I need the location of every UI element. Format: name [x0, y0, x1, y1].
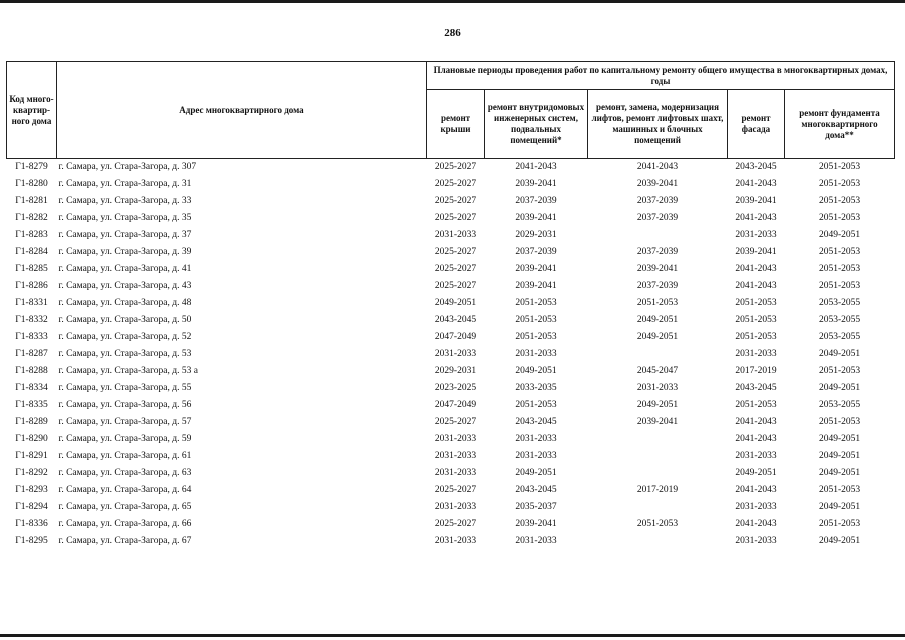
cell-address: г. Самара, ул. Стара-Загора, д. 61: [58, 451, 192, 461]
cell-address: г. Самара, ул. Стара-Загора, д. 66: [58, 519, 192, 529]
cell-facade: 2017-2019: [735, 366, 777, 376]
table-row: [7, 193, 895, 210]
cell-code: Г1-8332: [15, 315, 48, 325]
cell-elevators: 2031-2033: [636, 383, 679, 393]
cell-elevators: 2049-2051: [636, 400, 679, 410]
cell-address: г. Самара, ул. Стара-Загора, д. 59: [58, 434, 192, 444]
top-border-rule: [0, 0, 905, 3]
cell-elevators: 2049-2051: [636, 332, 679, 342]
cell-code: Г1-8295: [15, 536, 48, 546]
cell-foundation: 2051-2053: [818, 519, 861, 529]
cell-code: Г1-8279: [15, 162, 48, 172]
cell-code: Г1-8285: [15, 264, 48, 274]
table-row: [7, 482, 895, 499]
cell-foundation: 2051-2053: [818, 366, 861, 376]
cell-facade: 2041-2043: [735, 213, 777, 223]
cell-address: г. Самара, ул. Стара-Загора, д. 35: [58, 213, 192, 223]
cell-engineering: 2035-2037: [515, 502, 557, 512]
cell-elevators: [588, 346, 728, 363]
cell-roof: 2025-2027: [434, 519, 477, 529]
cell-address: г. Самара, ул. Стара-Загора, д. 33: [58, 196, 192, 206]
cell-engineering: 2037-2039: [515, 196, 557, 206]
cell-address: г. Самара, ул. Стара-Загора, д. 37: [58, 230, 192, 240]
cell-code: Г1-8288: [15, 366, 48, 376]
cell-facade: 2041-2043: [735, 417, 777, 427]
cell-roof: 2031-2033: [434, 451, 477, 461]
cell-facade: 2041-2043: [735, 519, 777, 529]
cell-address: г. Самара, ул. Стара-Загора, д. 57: [58, 417, 192, 427]
cell-code: Г1-8292: [15, 468, 48, 478]
cell-roof: 2049-2051: [434, 298, 477, 308]
cell-address: г. Самара, ул. Стара-Загора, д. 50: [58, 315, 192, 325]
cell-facade: 2051-2053: [735, 400, 777, 410]
cell-foundation: 2049-2051: [818, 502, 861, 512]
cell-address: г. Самара, ул. Стара-Загора, д. 55: [58, 383, 192, 393]
cell-engineering: 2039-2041: [515, 264, 557, 274]
table-row: [7, 329, 895, 346]
cell-engineering: 2037-2039: [515, 247, 557, 257]
cell-code: Г1-8333: [15, 332, 48, 342]
table-row: [7, 176, 895, 193]
cell-engineering: 2031-2033: [515, 451, 557, 461]
cell-address: г. Самара, ул. Стара-Загора, д. 63: [58, 468, 192, 478]
cell-facade: 2041-2043: [735, 281, 777, 291]
cell-roof: 2025-2027: [434, 281, 477, 291]
cell-engineering: 2029-2031: [515, 230, 557, 240]
cell-engineering: 2041-2043: [515, 162, 557, 172]
cell-code: Г1-8331: [15, 298, 48, 308]
cell-roof: 2031-2033: [434, 230, 477, 240]
table-row: [7, 380, 895, 397]
cell-engineering: 2049-2051: [515, 366, 557, 376]
table-body: [7, 159, 895, 551]
cell-roof: 2025-2027: [434, 179, 477, 189]
cell-foundation: 2049-2051: [818, 230, 861, 240]
cell-code: Г1-8294: [15, 502, 48, 512]
cell-elevators: [588, 465, 728, 482]
cell-facade: 2031-2033: [735, 451, 777, 461]
cell-address: г. Самара, ул. Стара-Загора, д. 67: [58, 536, 192, 546]
cell-elevators: 2039-2041: [636, 417, 679, 427]
cell-facade: 2043-2045: [735, 162, 777, 172]
cell-elevators: [588, 533, 728, 550]
cell-roof: 2025-2027: [434, 417, 477, 427]
cell-foundation: 2053-2055: [818, 400, 861, 410]
table-row: [7, 465, 895, 482]
cell-facade: 2031-2033: [735, 536, 777, 546]
cell-address: г. Самара, ул. Стара-Загора, д. 64: [58, 485, 192, 495]
cell-roof: 2047-2049: [434, 400, 477, 410]
cell-roof: 2031-2033: [434, 349, 477, 359]
cell-foundation: 2051-2053: [818, 213, 861, 223]
cell-code: Г1-8284: [15, 247, 48, 257]
cell-elevators: 2037-2039: [636, 213, 679, 223]
cell-foundation: 2049-2051: [818, 451, 861, 461]
capital-repair-schedule-table: [6, 61, 895, 550]
header-roof: ремонт крыши: [427, 90, 485, 159]
cell-engineering: 2043-2045: [515, 485, 557, 495]
cell-elevators: 2051-2053: [636, 519, 679, 529]
table-row: [7, 499, 895, 516]
cell-roof: 2031-2033: [434, 434, 477, 444]
cell-code: Г1-8291: [15, 451, 48, 461]
page-number: 286: [444, 27, 461, 39]
cell-roof: 2025-2027: [434, 213, 477, 223]
cell-address: г. Самара, ул. Стара-Загора, д. 39: [58, 247, 192, 257]
cell-elevators: 2041-2043: [636, 162, 679, 172]
cell-foundation: 2051-2053: [818, 196, 861, 206]
cell-elevators: 2037-2039: [636, 247, 679, 257]
cell-foundation: 2051-2053: [818, 162, 861, 172]
cell-address: г. Самара, ул. Стара-Загора, д. 65: [58, 502, 192, 512]
cell-code: Г1-8290: [15, 434, 48, 444]
header-code: Код много-квартир-ного дома: [7, 62, 57, 159]
cell-engineering: 2051-2053: [515, 400, 557, 410]
cell-code: Г1-8293: [15, 485, 48, 495]
table-row: [7, 227, 895, 244]
cell-engineering: 2051-2053: [515, 315, 557, 325]
cell-code: Г1-8280: [15, 179, 48, 189]
cell-roof: 2031-2033: [434, 502, 477, 512]
cell-engineering: 2031-2033: [515, 434, 557, 444]
cell-elevators: 2039-2041: [636, 264, 679, 274]
cell-engineering: 2043-2045: [515, 417, 557, 427]
table-row: [7, 363, 895, 380]
cell-code: Г1-8336: [15, 519, 48, 529]
table-row: [7, 278, 895, 295]
cell-facade: 2051-2053: [735, 298, 777, 308]
cell-engineering: 2051-2053: [515, 332, 557, 342]
cell-roof: 2031-2033: [434, 468, 477, 478]
cell-foundation: 2051-2053: [818, 179, 861, 189]
cell-roof: 2043-2045: [434, 315, 477, 325]
cell-foundation: 2053-2055: [818, 332, 861, 342]
cell-facade: 2031-2033: [735, 502, 777, 512]
cell-code: Г1-8334: [15, 383, 48, 393]
table-row: [7, 414, 895, 431]
cell-roof: 2025-2027: [434, 264, 477, 274]
cell-roof: 2047-2049: [434, 332, 477, 342]
table-row: [7, 312, 895, 329]
cell-elevators: [588, 227, 728, 244]
table-row: [7, 397, 895, 414]
cell-engineering: 2039-2041: [515, 179, 557, 189]
cell-code: Г1-8289: [15, 417, 48, 427]
cell-engineering: 2039-2041: [515, 519, 557, 529]
cell-roof: 2025-2027: [434, 485, 477, 495]
cell-engineering: 2049-2051: [515, 468, 557, 478]
header-periods-group: Плановые периоды проведения работ по капитальному ремонту общего имущества в многоквартирных домах, годы: [427, 62, 895, 90]
cell-facade: 2043-2045: [735, 383, 777, 393]
cell-elevators: 2049-2051: [636, 315, 679, 325]
header-foundation: ремонт фундамента многоквартирного дома**: [785, 90, 895, 159]
table-row: [7, 516, 895, 533]
cell-foundation: 2049-2051: [818, 536, 861, 546]
cell-facade: 2051-2053: [735, 315, 777, 325]
cell-facade: 2041-2043: [735, 434, 777, 444]
table-row: [7, 210, 895, 227]
cell-code: Г1-8286: [15, 281, 48, 291]
table-row: [7, 346, 895, 363]
table-row: [7, 295, 895, 312]
cell-address: г. Самара, ул. Стара-Загора, д. 31: [58, 179, 192, 189]
cell-address: г. Самара, ул. Стара-Загора, д. 52: [58, 332, 192, 342]
cell-foundation: 2049-2051: [818, 383, 861, 393]
cell-elevators: [588, 431, 728, 448]
cell-engineering: 2039-2041: [515, 213, 557, 223]
cell-foundation: 2049-2051: [818, 434, 861, 444]
table-row: [7, 261, 895, 278]
cell-facade: 2041-2043: [735, 264, 777, 274]
cell-elevators: 2017-2019: [636, 485, 679, 495]
cell-foundation: 2051-2053: [818, 281, 861, 291]
bottom-border-rule: [0, 634, 905, 637]
cell-facade: 2041-2043: [735, 179, 777, 189]
cell-foundation: 2053-2055: [818, 315, 861, 325]
cell-elevators: [588, 499, 728, 516]
cell-engineering: 2031-2033: [515, 536, 557, 546]
cell-engineering: 2051-2053: [515, 298, 557, 308]
cell-roof: 2029-2031: [434, 366, 477, 376]
cell-elevators: 2039-2041: [636, 179, 679, 189]
header-facade: ремонт фасада: [728, 90, 785, 159]
table-row: [7, 159, 895, 177]
cell-address: г. Самара, ул. Стара-Загора, д. 56: [58, 400, 192, 410]
table-row: [7, 431, 895, 448]
cell-roof: 2025-2027: [434, 162, 477, 172]
cell-engineering: 2039-2041: [515, 281, 557, 291]
cell-code: Г1-8335: [15, 400, 48, 410]
cell-elevators: 2045-2047: [636, 366, 679, 376]
cell-engineering: 2033-2035: [515, 383, 557, 393]
cell-facade: 2051-2053: [735, 332, 777, 342]
table-row: [7, 244, 895, 261]
cell-foundation: 2051-2053: [818, 485, 861, 495]
cell-code: Г1-8281: [15, 196, 48, 206]
cell-code: Г1-8283: [15, 230, 48, 240]
cell-elevators: 2037-2039: [636, 281, 679, 291]
cell-engineering: 2031-2033: [515, 349, 557, 359]
cell-address: г. Самара, ул. Стара-Загора, д. 41: [58, 264, 192, 274]
cell-roof: 2025-2027: [434, 196, 477, 206]
cell-foundation: 2051-2053: [818, 247, 861, 257]
table-row: [7, 533, 895, 550]
cell-elevators: 2037-2039: [636, 196, 679, 206]
cell-address: г. Самара, ул. Стара-Загора, д. 53 а: [58, 366, 198, 376]
cell-roof: 2023-2025: [434, 383, 477, 393]
cell-facade: 2039-2041: [735, 196, 777, 206]
cell-facade: 2039-2041: [735, 247, 777, 257]
cell-address: г. Самара, ул. Стара-Загора, д. 53: [58, 349, 192, 359]
cell-facade: 2031-2033: [735, 349, 777, 359]
cell-elevators: [588, 448, 728, 465]
cell-foundation: 2049-2051: [818, 468, 861, 478]
header-elevators: ремонт, замена, модернизация лифтов, ремонт лифтовых шахт, машинных и блочных помещений: [588, 90, 728, 159]
cell-facade: 2041-2043: [735, 485, 777, 495]
cell-facade: 2049-2051: [735, 468, 777, 478]
header-engineering: ремонт внутридомовых инженерных систем, подвальных помещений*: [485, 90, 588, 159]
cell-code: Г1-8287: [15, 349, 48, 359]
cell-facade: 2031-2033: [735, 230, 777, 240]
cell-roof: 2025-2027: [434, 247, 477, 257]
cell-foundation: 2053-2055: [818, 298, 861, 308]
header-address: Адрес многоквартирного дома: [57, 62, 427, 159]
cell-foundation: 2051-2053: [818, 417, 861, 427]
cell-foundation: 2049-2051: [818, 349, 861, 359]
cell-address: г. Самара, ул. Стара-Загора, д. 48: [58, 298, 192, 308]
cell-address: г. Самара, ул. Стара-Загора, д. 307: [58, 162, 197, 172]
cell-elevators: 2051-2053: [636, 298, 679, 308]
cell-roof: 2031-2033: [434, 536, 477, 546]
cell-foundation: 2051-2053: [818, 264, 861, 274]
table-row: [7, 448, 895, 465]
cell-address: г. Самара, ул. Стара-Загора, д. 43: [58, 281, 192, 291]
cell-code: Г1-8282: [15, 213, 48, 223]
